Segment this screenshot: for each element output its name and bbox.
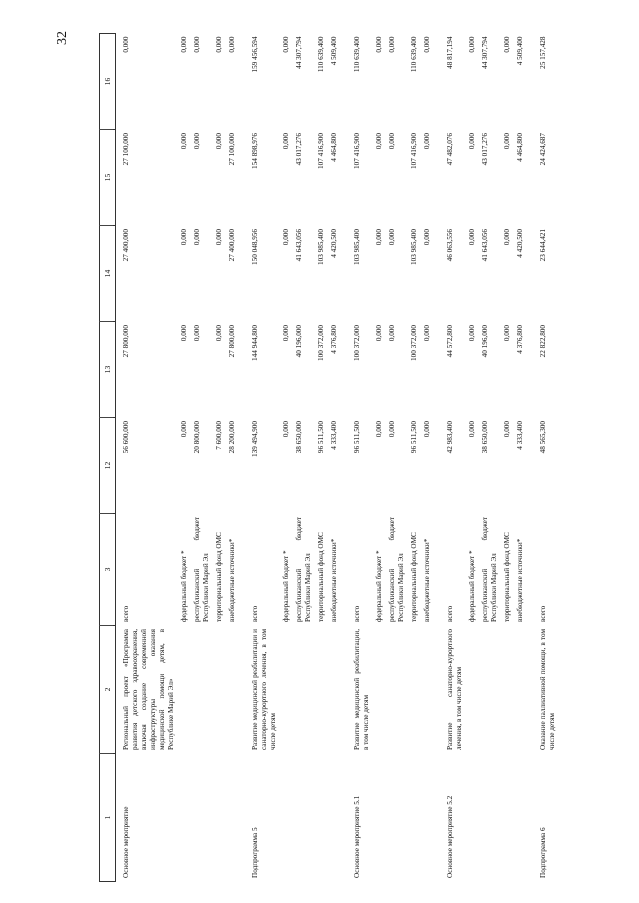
amount-cell: 0,000 — [180, 229, 189, 246]
budget-table — [99, 33, 559, 882]
amount-cell: 4 333,400 — [330, 421, 339, 450]
amount-cell: 0,000 — [180, 421, 189, 438]
amount-cell: 0,000 — [503, 133, 512, 150]
table-row — [440, 34, 466, 882]
amount-cell: 103 985,400 — [410, 229, 419, 265]
measure-description-cell: Развитие санаторно-курортного лечения, в том числе детям — [446, 629, 464, 750]
funding-source-cell: внебюджетные источники* — [330, 538, 339, 622]
table-row — [421, 34, 440, 882]
funding-source-cell: всего — [539, 605, 548, 622]
table-row — [293, 34, 315, 882]
amount-cell: 96 511,500 — [317, 421, 326, 454]
amount-cell: 4 420,500 — [330, 229, 339, 258]
amount-cell: 48 565,300 — [539, 421, 548, 454]
amount-cell: 0,000 — [282, 325, 291, 342]
amount-cell: 0,000 — [468, 325, 477, 342]
amount-cell: 27 100,000 — [122, 133, 131, 166]
amount-cell: 0,000 — [282, 36, 291, 53]
amount-cell: 27 400,000 — [228, 229, 237, 262]
amount-cell: 107 416,900 — [317, 133, 326, 169]
funding-source-cell: федеральный бюджет * — [375, 550, 384, 622]
measure-name-cell — [328, 754, 347, 882]
amount-cell: 0,000 — [180, 36, 189, 53]
measure-description-cell — [514, 626, 533, 754]
amount-cell: 7 600,000 — [215, 421, 224, 450]
amount-cell: 0,000 — [388, 421, 397, 438]
measure-description-cell — [466, 626, 479, 754]
amount-cell: 0,000 — [375, 421, 384, 438]
amount-cell: 0,000 — [423, 36, 432, 53]
measure-description-cell: Развитие медицинской реабилитации, в том числе детям — [353, 629, 371, 750]
funding-source-cell: федеральный бюджет * — [180, 550, 189, 622]
table-row — [280, 34, 293, 882]
amount-cell: 0,000 — [215, 36, 224, 53]
funding-source-cell: внебюджетные источники* — [423, 538, 432, 622]
column-header: 12 — [100, 418, 116, 514]
table-row — [373, 34, 386, 882]
budget-table-page — [99, 34, 599, 882]
measure-description-cell: Региональный проект «Программа развития детского здравоохранения, включая создание современной инфраструктуры оказания медицинской помощи детям, в Республике Марий Эл» — [122, 629, 176, 750]
measure-name-cell — [315, 754, 328, 882]
amount-cell: 0,000 — [423, 421, 432, 438]
amount-cell: 47 482,076 — [446, 133, 455, 166]
measure-description-cell — [386, 626, 408, 754]
amount-cell: 0,000 — [503, 229, 512, 246]
amount-cell: 0,000 — [388, 229, 397, 246]
amount-cell: 44 307,794 — [481, 36, 490, 69]
measure-name-cell — [514, 754, 533, 882]
amount-cell: 44 572,800 — [446, 325, 455, 358]
table-row — [466, 34, 479, 882]
amount-cell: 0,000 — [215, 325, 224, 342]
column-divider — [99, 129, 113, 130]
amount-cell: 4 420,500 — [516, 229, 525, 258]
measure-name-cell: Основное мероприятие 5.1 — [353, 795, 362, 878]
table-row — [386, 34, 408, 882]
measure-description-cell — [479, 626, 501, 754]
amount-cell: 0,000 — [193, 36, 202, 53]
amount-cell: 0,000 — [193, 325, 202, 342]
column-header: 13 — [100, 322, 116, 418]
page-number: 32 — [55, 31, 70, 45]
amount-cell: 56 600,000 — [122, 421, 131, 454]
amount-cell: 41 643,056 — [295, 229, 304, 262]
amount-cell: 110 639,400 — [410, 36, 419, 73]
measure-description-cell: Оказание паллиативной помощи, в том числе детям — [539, 629, 557, 750]
measure-name-cell: Подпрограмма 5 — [251, 827, 260, 878]
table-row — [191, 34, 213, 882]
table-row — [328, 34, 347, 882]
measure-name-cell — [191, 754, 213, 882]
header-row — [100, 34, 116, 882]
amount-cell: 43 017,276 — [295, 133, 304, 166]
amount-cell: 150 048,956 — [251, 229, 260, 265]
amount-cell: 4 464,800 — [330, 133, 339, 162]
amount-cell: 4 333,400 — [516, 421, 525, 450]
amount-cell: 103 985,400 — [353, 229, 362, 265]
table-row — [226, 34, 245, 882]
table-row — [245, 34, 280, 882]
column-header: 14 — [100, 226, 116, 322]
column-header: 3 — [100, 514, 116, 626]
measure-name-cell — [213, 754, 226, 882]
measure-name-cell — [466, 754, 479, 882]
measure-description-cell — [328, 626, 347, 754]
amount-cell: 0,000 — [375, 229, 384, 246]
measure-name-cell — [280, 754, 293, 882]
table-row — [501, 34, 514, 882]
amount-cell: 46 063,556 — [446, 229, 455, 262]
funding-source-cell: федеральный бюджет * — [468, 550, 477, 622]
amount-cell: 40 196,000 — [295, 325, 304, 358]
measure-name-cell: Основное мероприятие — [122, 806, 131, 878]
amount-cell: 144 944,800 — [251, 325, 260, 361]
amount-cell: 139 494,900 — [251, 421, 260, 457]
amount-cell: 0,000 — [215, 229, 224, 246]
amount-cell: 0,000 — [122, 36, 131, 53]
amount-cell: 4 509,400 — [516, 36, 525, 66]
amount-cell: 4 464,800 — [516, 133, 525, 162]
amount-cell: 22 822,800 — [539, 325, 548, 358]
amount-cell: 96 511,500 — [353, 421, 362, 454]
amount-cell: 27 100,000 — [228, 133, 237, 166]
amount-cell: 107 416,900 — [353, 133, 362, 169]
column-divider — [99, 417, 113, 418]
table-row — [213, 34, 226, 882]
amount-cell: 27 800,000 — [122, 325, 131, 358]
measure-name-cell — [373, 754, 386, 882]
amount-cell: 24 424,687 — [539, 133, 548, 166]
table-row — [533, 34, 559, 882]
funding-source-cell: территориальный фонд ОМС — [215, 532, 224, 622]
amount-cell: 107 416,900 — [410, 133, 419, 169]
measure-description-cell — [178, 626, 191, 754]
amount-cell: 0,000 — [468, 421, 477, 438]
amount-cell: 100 372,000 — [353, 325, 362, 361]
funding-source-cell: всего — [122, 605, 131, 622]
amount-cell: 44 307,794 — [295, 36, 304, 69]
measure-description-cell — [408, 626, 421, 754]
amount-cell: 0,000 — [503, 325, 512, 342]
amount-cell: 96 511,500 — [410, 421, 419, 454]
column-divider — [99, 321, 113, 322]
measure-name-cell — [226, 754, 245, 882]
table-row — [178, 34, 191, 882]
measure-name-cell — [421, 754, 440, 882]
funding-source-cell: республиканский бюджет Республики Марий Эл — [481, 517, 499, 622]
amount-cell: 0,000 — [423, 229, 432, 246]
amount-cell: 0,000 — [215, 133, 224, 150]
amount-cell: 4 376,800 — [330, 325, 339, 354]
amount-cell: 25 157,428 — [539, 36, 548, 69]
amount-cell: 43 017,276 — [481, 133, 490, 166]
amount-cell: 0,000 — [468, 133, 477, 150]
amount-cell: 0,000 — [468, 36, 477, 53]
measure-description-cell — [226, 626, 245, 754]
measure-description-cell — [373, 626, 386, 754]
table-body — [116, 34, 560, 882]
column-header: 16 — [100, 34, 116, 130]
amount-cell: 48 817,194 — [446, 36, 455, 69]
measure-name-cell — [386, 754, 408, 882]
table-row — [116, 34, 179, 882]
amount-cell: 159 456,594 — [251, 36, 260, 73]
column-header: 1 — [100, 754, 116, 882]
amount-cell: 40 196,000 — [481, 325, 490, 358]
funding-source-cell: всего — [446, 605, 455, 622]
amount-cell: 41 643,056 — [481, 229, 490, 262]
funding-source-cell: внебюджетные источники* — [228, 538, 237, 622]
amount-cell: 0,000 — [193, 229, 202, 246]
measure-description-cell: Развитие медицинской реабилитации и санаторно-курортного лечения, в том числе детям — [251, 629, 278, 750]
amount-cell: 0,000 — [282, 133, 291, 150]
amount-cell: 20 800,000 — [193, 421, 202, 454]
measure-description-cell — [213, 626, 226, 754]
amount-cell: 4 376,800 — [516, 325, 525, 354]
amount-cell: 42 983,400 — [446, 421, 455, 454]
amount-cell: 0,000 — [423, 325, 432, 342]
amount-cell: 0,000 — [180, 325, 189, 342]
table-row — [315, 34, 328, 882]
amount-cell: 110 639,400 — [353, 36, 362, 73]
amount-cell: 0,000 — [193, 133, 202, 150]
funding-source-cell: всего — [251, 605, 260, 622]
amount-cell: 28 200,000 — [228, 421, 237, 454]
amount-cell: 0,000 — [423, 133, 432, 150]
amount-cell: 0,000 — [375, 36, 384, 53]
amount-cell: 0,000 — [180, 133, 189, 150]
amount-cell: 0,000 — [282, 421, 291, 438]
amount-cell: 27 400,000 — [122, 229, 131, 262]
funding-source-cell: внебюджетные источники* — [516, 538, 525, 622]
amount-cell: 27 800,000 — [228, 325, 237, 358]
measure-description-cell — [315, 626, 328, 754]
measure-name-cell: Основное мероприятие 5.2 — [446, 795, 455, 878]
funding-source-cell: федеральный бюджет * — [282, 550, 291, 622]
column-header: 2 — [100, 626, 116, 754]
funding-source-cell: территориальный фонд ОМС — [410, 532, 419, 622]
measure-name-cell — [479, 754, 501, 882]
measure-description-cell — [293, 626, 315, 754]
amount-cell: 0,000 — [468, 229, 477, 246]
amount-cell: 0,000 — [228, 36, 237, 53]
table-row — [408, 34, 421, 882]
table-row — [479, 34, 501, 882]
column-divider — [99, 225, 113, 226]
amount-cell: 103 985,400 — [317, 229, 326, 265]
table-row — [347, 34, 373, 882]
measure-description-cell — [191, 626, 213, 754]
measure-name-cell — [293, 754, 315, 882]
amount-cell: 0,000 — [375, 133, 384, 150]
measure-name-cell: Подпрограмма 6 — [539, 827, 548, 878]
measure-name-cell — [408, 754, 421, 882]
column-header: 15 — [100, 130, 116, 226]
measure-name-cell — [501, 754, 514, 882]
measure-name-cell — [178, 754, 191, 882]
measure-description-cell — [501, 626, 514, 754]
amount-cell: 0,000 — [375, 325, 384, 342]
amount-cell: 0,000 — [388, 133, 397, 150]
table-row — [514, 34, 533, 882]
funding-source-cell: территориальный фонд ОМС — [317, 532, 326, 622]
amount-cell: 0,000 — [388, 325, 397, 342]
amount-cell: 0,000 — [388, 36, 397, 53]
column-divider — [99, 625, 113, 626]
measure-description-cell — [280, 626, 293, 754]
column-divider — [99, 753, 113, 754]
amount-cell: 38 650,000 — [295, 421, 304, 454]
measure-description-cell — [421, 626, 440, 754]
amount-cell: 4 509,400 — [330, 36, 339, 66]
funding-source-cell: всего — [353, 605, 362, 622]
funding-source-cell: республиканский бюджет Республики Марий Эл — [193, 517, 211, 622]
amount-cell: 100 372,000 — [410, 325, 419, 361]
amount-cell: 110 639,400 — [317, 36, 326, 73]
amount-cell: 154 898,976 — [251, 133, 260, 169]
funding-source-cell: территориальный фонд ОМС — [503, 532, 512, 622]
amount-cell: 0,000 — [503, 421, 512, 438]
column-divider — [99, 513, 113, 514]
amount-cell: 0,000 — [503, 36, 512, 53]
funding-source-cell: республиканский бюджет Республики Марий Эл — [388, 517, 406, 622]
amount-cell: 0,000 — [282, 229, 291, 246]
amount-cell: 38 650,000 — [481, 421, 490, 454]
amount-cell: 23 644,421 — [539, 229, 548, 262]
funding-source-cell: республиканский бюджет Республики Марий Эл — [295, 517, 313, 622]
amount-cell: 100 372,000 — [317, 325, 326, 361]
